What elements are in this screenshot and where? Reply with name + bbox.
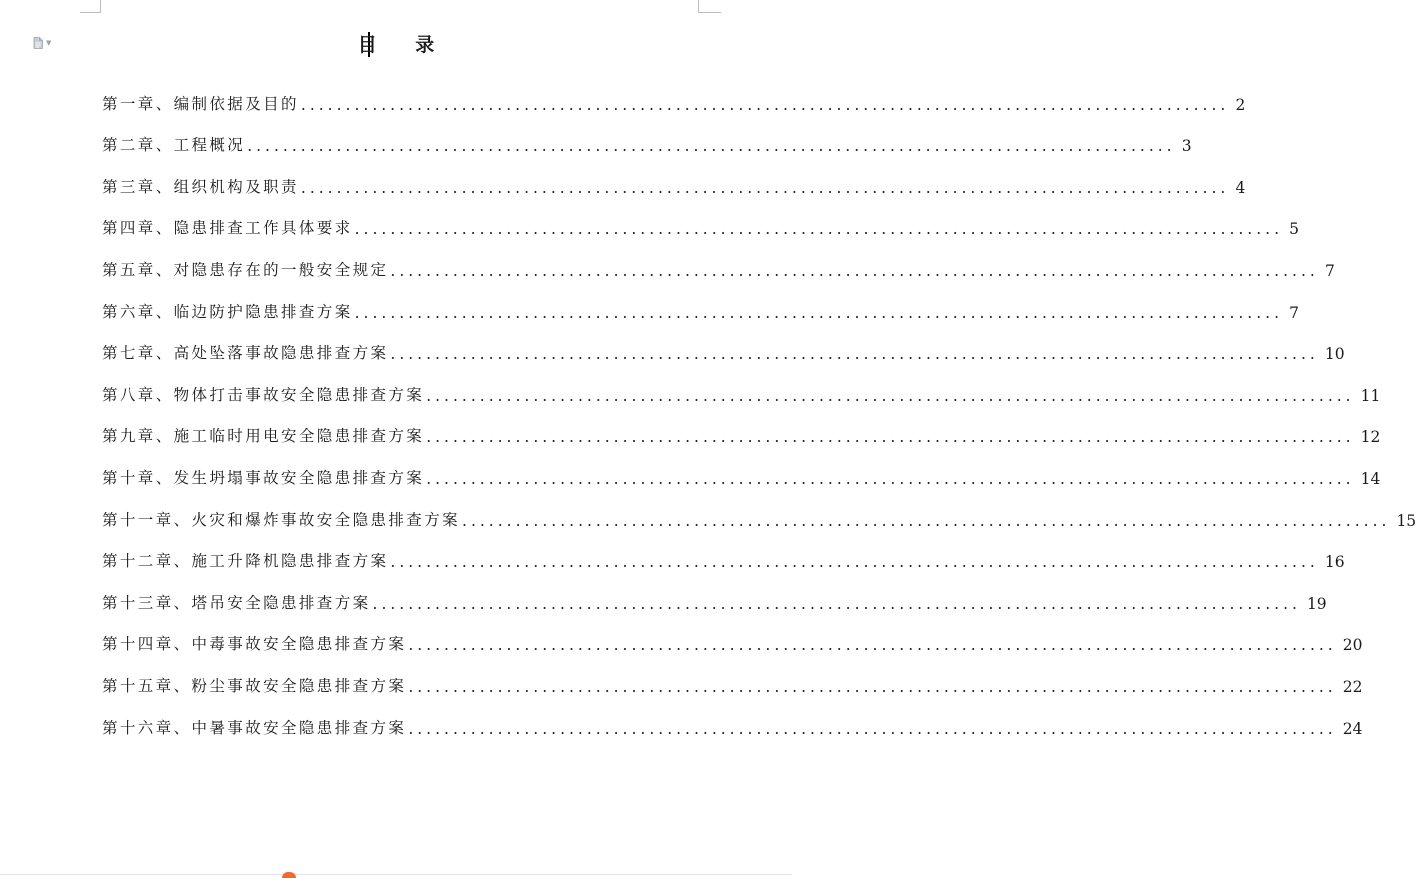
toc-entry-page: 15 — [1396, 511, 1416, 530]
toc-entry-text: 第十二章、施工升降机隐患排查方案 — [102, 552, 389, 571]
toc-entry-page: 7 — [1289, 303, 1300, 322]
toc-entry-text: 第十六章、中暑事故安全隐患排查方案 — [102, 718, 407, 737]
toc-entry-text: 第十一章、火灾和爆炸事故安全隐患排查方案 — [102, 510, 461, 529]
toc-leader: ........................................................................................................ — [426, 386, 1355, 405]
toc-entry-text: 第九章、施工临时用电安全隐患排查方案 — [102, 427, 425, 446]
toc-entry-text: 第七章、高处坠落事故隐患排查方案 — [102, 344, 389, 363]
toc-leader: ........................................................................................................ — [300, 95, 1230, 114]
toc-entry-page: 12 — [1360, 428, 1381, 447]
toc-entry-text: 第八章、物体打击事故安全隐患排查方案 — [102, 385, 425, 404]
toc-entry-page: 5 — [1289, 220, 1300, 239]
toc-entry-page: 7 — [1324, 261, 1335, 280]
toc-entry[interactable] — [102, 654, 1363, 696]
toc-entry-text: 第五章、对隐患存在的一般安全规定 — [102, 260, 389, 279]
toc-entry-page: 19 — [1306, 594, 1327, 613]
toc-leader: ........................................................................................................ — [426, 469, 1355, 488]
toc-leader: ........................................................................................................ — [390, 345, 1319, 364]
toc-leader: ........................................................................................................ — [300, 178, 1230, 197]
toc-entry[interactable] — [102, 571, 1327, 613]
toc-leader: ........................................................................................................ — [408, 677, 1337, 696]
toc-entry[interactable] — [102, 322, 1345, 364]
toc-entry-page: 16 — [1324, 553, 1345, 572]
toc-entry-text: 第十五章、粉尘事故安全隐患排查方案 — [102, 676, 407, 695]
toc-entry[interactable] — [102, 363, 1381, 405]
toc-entry[interactable] — [102, 114, 1192, 156]
toc-entry[interactable] — [102, 613, 1363, 655]
toc-entry[interactable] — [102, 488, 1416, 530]
toc-entry-text: 第十四章、中毒事故安全隐患排查方案 — [102, 635, 407, 654]
toc-entry[interactable] — [102, 72, 1246, 114]
toc-entry-page: 24 — [1342, 719, 1363, 738]
crop-mark-top-left — [80, 0, 101, 13]
toc-entry[interactable] — [102, 280, 1300, 322]
toc-entry-text: 第四章、隐患排查工作具体要求 — [102, 219, 353, 238]
toc-leader: ........................................................................................................ — [390, 553, 1319, 572]
toc-leader: ........................................................................................................ — [390, 261, 1319, 280]
toc-leader: ........................................................................................................ — [408, 636, 1337, 655]
toc-list — [102, 72, 1416, 738]
toc-entry[interactable] — [102, 696, 1363, 738]
toc-entry-page: 2 — [1235, 95, 1246, 114]
toc-entry-text: 第二章、工程概况 — [102, 136, 246, 155]
toc-entry-text: 第三章、组织机构及职责 — [102, 177, 299, 196]
toc-entry-text: 第六章、临边防护隐患排查方案 — [102, 302, 353, 321]
toc-leader: ........................................................................................................ — [408, 719, 1337, 738]
toc-entry-page: 22 — [1342, 677, 1363, 696]
toc-entry-page: 4 — [1235, 178, 1246, 197]
toc-entry[interactable] — [102, 238, 1335, 280]
toc-entry-text: 第一章、编制依据及目的 — [102, 94, 299, 113]
toc-leader: ........................................................................................................ — [247, 137, 1176, 156]
toc-leader: ........................................................................................................ — [426, 428, 1355, 447]
toc-entry[interactable] — [102, 530, 1345, 572]
page-bottom-divider — [0, 874, 792, 875]
toc-entry[interactable] — [102, 155, 1246, 197]
toc-entry-page: 20 — [1342, 636, 1363, 655]
toc-leader: ........................................................................................................ — [372, 594, 1301, 613]
floating-widget-edge[interactable] — [282, 872, 296, 878]
toc-entry[interactable] — [102, 197, 1300, 239]
toc-entry-page: 10 — [1324, 345, 1345, 364]
toc-entry[interactable] — [102, 446, 1381, 488]
toc-entry-text: 第十三章、塔吊安全隐患排查方案 — [102, 593, 371, 612]
chevron-down-icon: ▼ — [46, 38, 52, 47]
crop-mark-top-right — [698, 0, 721, 13]
toc-entry-page: 14 — [1360, 469, 1381, 488]
toc-title: 目 录 — [357, 34, 451, 56]
toc-entry[interactable] — [102, 405, 1381, 447]
toc-entry-page: 11 — [1360, 386, 1381, 405]
toc-entry-page: 3 — [1181, 137, 1192, 156]
toc-leader: ........................................................................................................ — [354, 303, 1284, 322]
toc-leader: ........................................................................................................ — [462, 511, 1391, 530]
toc-entry-text: 第十章、发生坍塌事故安全隐患排查方案 — [102, 468, 425, 487]
toc-leader: ........................................................................................................ — [354, 220, 1284, 239]
